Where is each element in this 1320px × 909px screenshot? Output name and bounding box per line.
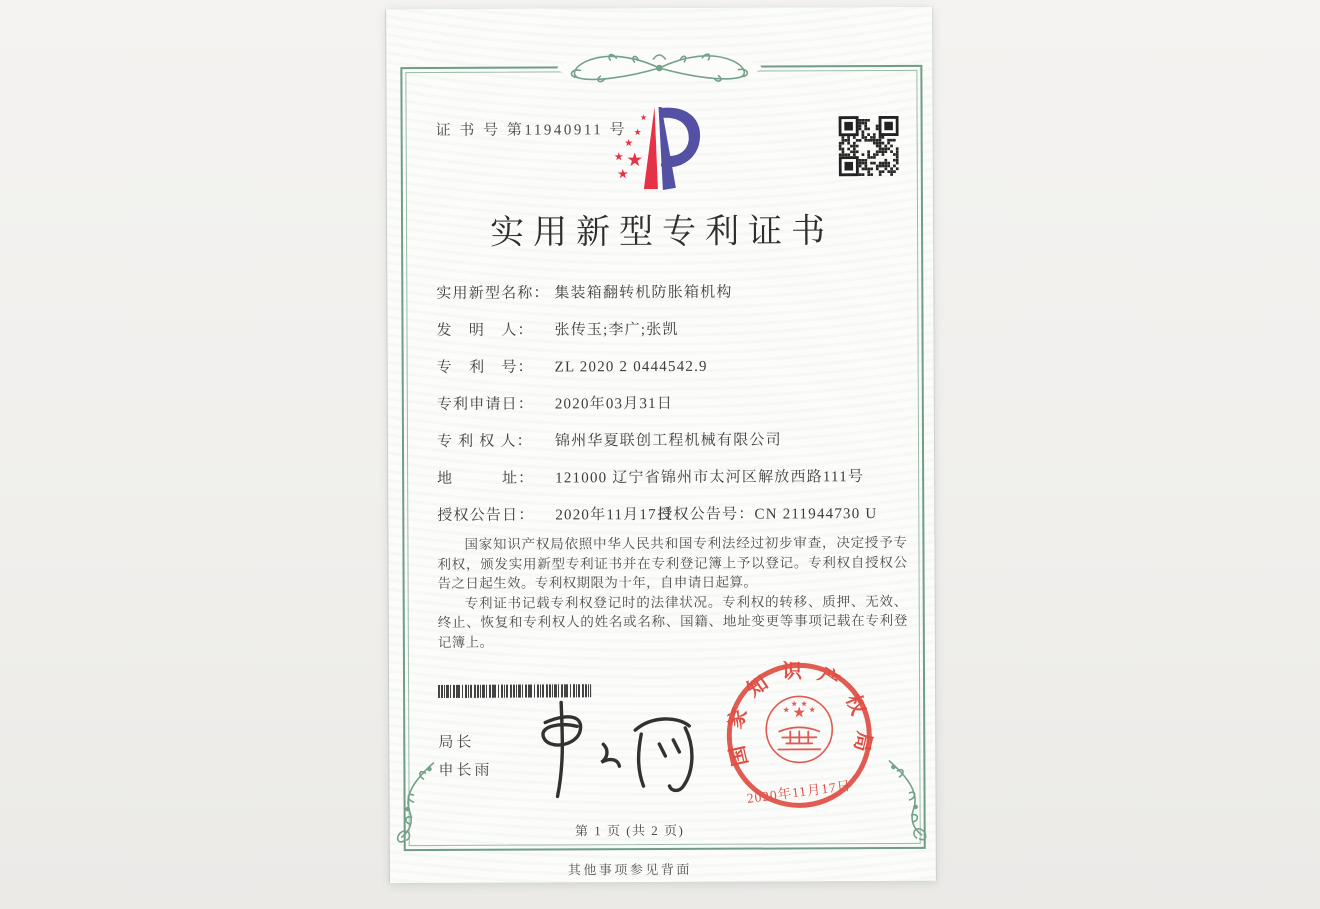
field-row: [437, 502, 907, 526]
cnipa-logo-icon: [611, 102, 703, 200]
field-label: 专 利 权 人：: [436, 433, 533, 450]
field-value: 集装箱翻转机防胀箱机构: [554, 284, 733, 302]
field-label: 实用新型名称：: [436, 285, 550, 302]
field-label: 专 利 号：: [436, 359, 534, 376]
svg-text:★: ★: [792, 705, 806, 722]
field-row: [437, 428, 907, 452]
field-value: 锦州华夏联创工程机械有限公司: [554, 432, 782, 450]
flourish-top-icon: [554, 48, 764, 91]
svg-text:★: ★: [616, 166, 629, 182]
seal-date: 2020年11月17日: [745, 777, 852, 807]
field-list: [436, 280, 907, 541]
certificate-title: 实用新型专利证书: [489, 213, 835, 252]
certificate-page: [386, 7, 936, 883]
official-seal: [721, 659, 878, 816]
body-paragraph: 国家知识产权局依照中华人民共和国专利法经过初步审查，决定授予专利权，颁发实用新型专利证书并在专利登记簿上予以登记。专利权自授权公告之日起生效。专利权期限为十年，自申请日起算。: [437, 534, 908, 591]
svg-text:★: ★: [782, 705, 790, 715]
svg-text:★: ★: [790, 699, 798, 709]
field-value: 121000 辽宁省锦州市太河区解放西路111号: [555, 469, 865, 487]
field-value: 2020年03月31日: [554, 395, 674, 413]
svg-text:★: ★: [639, 113, 648, 123]
signature-handwriting: [517, 692, 709, 807]
field-label: 专利申请日：: [436, 396, 535, 413]
svg-text:★: ★: [613, 151, 624, 164]
certificate-number: 证 书 号 第11940911 号: [435, 122, 628, 139]
field-pair-secondary: [657, 502, 877, 524]
field-row: [436, 317, 906, 341]
flourish-corner-icon: [393, 761, 439, 849]
body-paragraph: 专利证书记载专利权登记时的法律状况。专利权的转移、质押、无效、终止、恢复和专利权人的姓名或名称、国籍、地址变更等事项记载在专利登记簿上。: [437, 593, 908, 650]
back-note: 其他事项参见背面: [567, 861, 692, 878]
page-number: 第 1 页 (共 2 页): [574, 822, 685, 839]
legal-text: [437, 533, 908, 652]
field-row: [437, 465, 907, 489]
field-row: [437, 354, 907, 378]
flourish-corner-icon: [883, 759, 929, 847]
field-label: 地 址：: [437, 470, 535, 487]
field-label: 授权公告日：: [437, 507, 535, 524]
svg-text:★: ★: [626, 150, 644, 172]
seal-text: 国家知识产权局: [723, 660, 876, 768]
field-row: [436, 280, 906, 304]
field-label: 发 明 人：: [436, 322, 534, 339]
field-value: ZL 2020 2 0444542.9: [554, 358, 708, 376]
svg-text:★: ★: [624, 138, 634, 150]
svg-text:★: ★: [808, 705, 816, 715]
field-row: [437, 391, 907, 415]
field-value: CN 211944730 U: [754, 506, 878, 523]
qr-code: [839, 114, 899, 178]
field-value: 2020年11月17日: [555, 506, 673, 524]
signer-title: 局长: [438, 734, 475, 751]
svg-text:★: ★: [633, 127, 642, 138]
svg-text:★: ★: [800, 699, 808, 709]
field-value: 张传玉;李广;张凯: [554, 321, 679, 339]
field-label: 授权公告号：: [657, 506, 755, 524]
signer-name: 申长雨: [438, 762, 493, 779]
